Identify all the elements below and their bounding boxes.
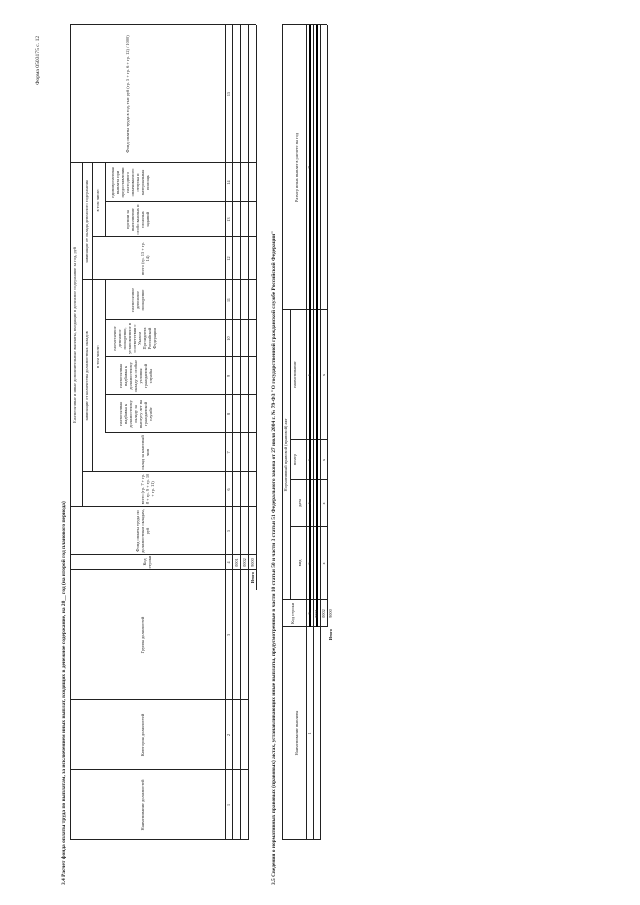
header-total-from-content: всего (гр. 13 + гр. 14) xyxy=(140,242,150,275)
header-from-content: зависящие от оклада денежного содержания xyxy=(84,180,89,263)
header-extra-payments: Ежемесячные и иные дополнительные выплаты, входящие в денежное содержание за год, руб xyxy=(72,247,77,423)
colnum-35: 1 xyxy=(307,732,312,735)
colnum: 11 xyxy=(226,297,231,303)
total-mark: x xyxy=(321,562,326,565)
colnum: 1 xyxy=(226,803,231,807)
line-code: 0002 xyxy=(242,558,247,567)
line-code: 0001 xyxy=(234,558,239,567)
header-group: Группа должностей xyxy=(140,616,145,654)
colnum-35: 2 xyxy=(307,612,312,615)
line-code-35: 0002 xyxy=(321,609,326,618)
header-act-name: наименование xyxy=(292,361,297,388)
header-number: номер xyxy=(292,453,297,466)
colnum: 6 xyxy=(226,488,231,491)
colnum: 7 xyxy=(226,451,231,454)
colnum: 9 xyxy=(226,374,231,378)
header-col10: ежемесячное денежное поощрение, установленное в соответствии с Указом Президента Российской Федерации xyxy=(112,323,157,354)
total-mark: x xyxy=(321,373,326,377)
header-35-line-code: Код строки xyxy=(290,603,295,624)
section-34-title: 3.4 Расчет фонда оплаты труда по выплатам, за исключением иных выплат, входящих в денежное содержание, на 20__ год (на второй год планового периода) xyxy=(61,501,67,885)
header-col7: оклад за классный чин xyxy=(140,435,150,470)
line-code-35: 0001 xyxy=(314,609,319,618)
colnum-35: 7 xyxy=(307,166,312,169)
header-amount: Размер иных выплат в расчете на год xyxy=(294,132,299,203)
colnum-35: 3 xyxy=(307,562,312,565)
total-mark: x xyxy=(321,458,326,462)
header-payment-name: Наименование выплаты xyxy=(294,710,299,756)
colnum: 10 xyxy=(226,336,231,341)
colnum: 2 xyxy=(226,733,231,737)
colnum: 12 xyxy=(226,256,231,261)
colnum: 5 xyxy=(226,529,231,533)
header-col14: единовременная выплата при предоставлении ежегодного оплачиваемого отпуска и материальная помощь xyxy=(110,167,150,198)
total-label: Итого xyxy=(250,572,255,584)
colnum: 4 xyxy=(226,561,231,564)
header-col11: ежемесячное денежное поощрение xyxy=(130,287,145,313)
header-act: Нормативный правовой (правовой) акт xyxy=(283,418,288,492)
header-from-salary: зависящие от количества должностных окладов xyxy=(84,331,89,421)
form-number: Форма 0503175 с. 12 xyxy=(35,35,41,85)
colnum: 3 xyxy=(226,633,231,637)
total-code-35: 9000 xyxy=(328,609,333,618)
total-mark: x xyxy=(321,502,326,505)
header-total-from-salary: всего (гр. 7 + гр. 8 + гр. 9 + гр. 10 + гр. 11) xyxy=(140,473,155,505)
header-fund-salary: Фонд оплаты труда по должностным окладам, руб xyxy=(135,509,150,553)
header-in-that-number-2: в том числе: xyxy=(95,188,100,212)
colnum-35: 6 xyxy=(307,373,312,377)
header-col8: ежемесячная надбавка к должностному окладу за выслугу лет на гражданской службе xyxy=(118,400,153,428)
colnum: 14 xyxy=(226,180,231,185)
colnum: 15 xyxy=(226,91,231,97)
total-code: 9000 xyxy=(250,558,255,567)
colnum: 13 xyxy=(226,217,231,222)
header-category: Категория должностей xyxy=(140,713,145,757)
header-col15: Фонд оплаты труда в год, тыс руб (гр. 5 + гр. 6 + гр. 12) / 1000) xyxy=(125,35,130,153)
colnum-35: 4 xyxy=(307,502,312,505)
header-date: дата xyxy=(297,499,302,507)
header-line-code: Код строки xyxy=(142,555,152,569)
header-col9: ежемесячная надбавка к должностному окладу за особые условия гражданской службы xyxy=(118,359,153,393)
header-name: Наименование должностей xyxy=(140,779,145,831)
section-35-title: 3.5 Сведения о нормативных правовых (правовых) актах, устанавливающих иные выплаты, предусмотренные в части 10 статьи 50 и части 3 статьи 51 Федерального закона от 27 июля 2004 г. № 79-ФЗ "О государственной гражданской службе Российской Федерации" xyxy=(271,230,277,885)
total-label-35: Итого xyxy=(328,629,333,641)
header-in-that-number-1: в том числе: xyxy=(95,345,100,368)
header-kind: вид xyxy=(297,559,302,567)
colnum: 8 xyxy=(226,412,231,416)
table34-total-bottom xyxy=(256,25,257,590)
table34-top-border xyxy=(70,25,71,840)
header-col13: премии за выполнение особо важных и сложных заданий xyxy=(125,204,150,235)
colnum-35: 5 xyxy=(307,458,312,462)
